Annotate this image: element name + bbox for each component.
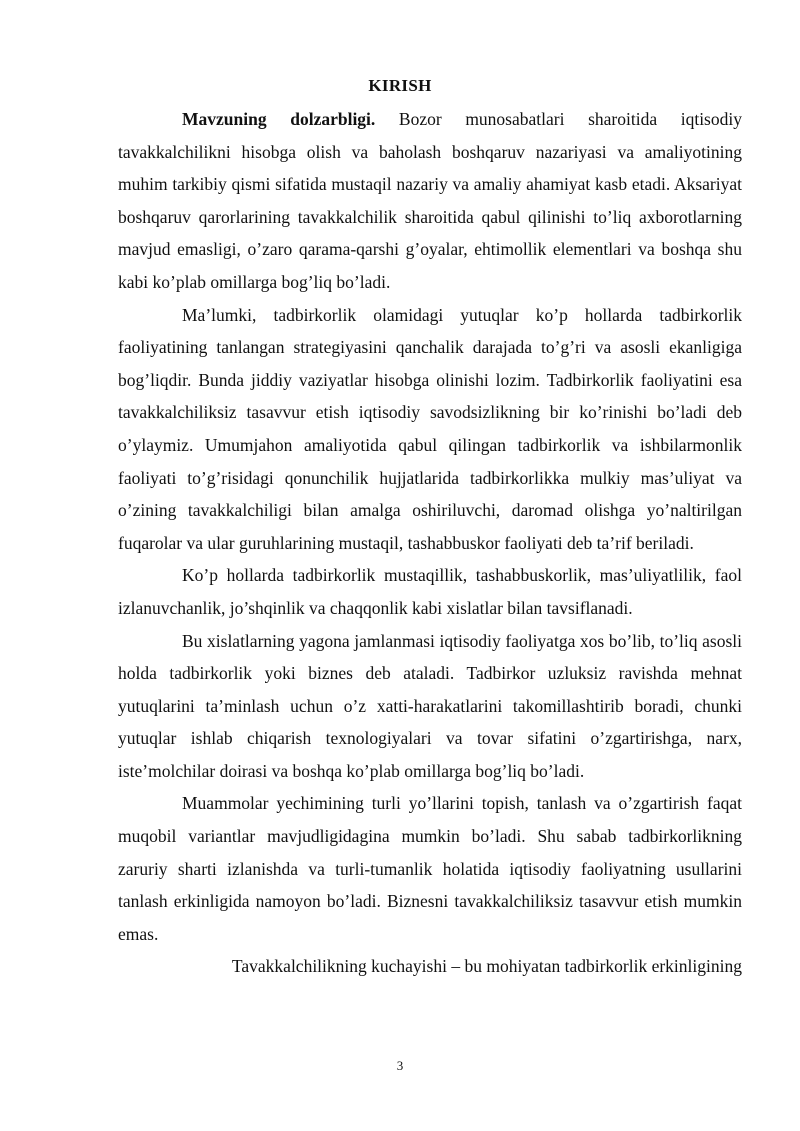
paragraph-3: Ko’p hollarda tadbirkorlik mustaqillik, tashabbuskorlik, mas’uliyatlilik, faol izlanuvchanlik, jo’shqinlik va chaqqonlik kabi xislatlar bilan tavsiflanadi. <box>118 565 742 618</box>
paragraph-text: Bozor munosabatlari sharoitida iqtisodiy tavakkalchilikni hisobga olish va baholash boshqaruv nazariyasi va amaliyotining muhim tarkibiy qismi sifatida mustaqil nazariy va amaliy ahamiyat kasb etadi. Aksariyat boshqaruv qarorlarining tavakkalchilik sharoitida qabul qilinishi to’liq axborotlarning mavjud emasligi, o’zaro qarama-qarshi g’oyalar, ehtimollik elementlari va boshqa shu kabi ko’plab omillarga bog’liq bo’ladi. <box>118 109 742 292</box>
page-title: KIRISH <box>368 76 432 95</box>
paragraph-4: Bu xislatlarning yagona jamlanmasi iqtisodiy faoliyatga xos bo’lib, to’liq asosli holda tadbirkorlik yoki biznes deb ataladi. Tadbirkor uzluksiz ravishda mehnat yutuqlarini ta’minlash uchun o’z xatti-harakatlarini takomillashtirib boradi, chunki yutuqlar ishlab chiqarish texnologiyalari va tovar sifatini o’zgartirishga, narx, iste’molchilar doirasi va boshqa ko’plab omillarga bog’liq bo’ladi. <box>118 630 742 781</box>
paragraph-5: Muammolar yechimining turli yo’llarini topish, tanlash va o’zgartirish faqat muqobil variantlar mavjudligidagina mumkin bo’ladi. Shu sabab tadbirkorlikning zaruriy sharti izlanishda va turli-tumanlik holatida iqtisodiy faoliyatning usullarini tanlash erkinligida namoyon bo’ladi. Biznesni tavakkalchiliksiz tasavvur etish mumkin emas. <box>118 793 742 944</box>
paragraph-lead: Mavzuning dolzarbligi. <box>182 109 376 129</box>
paragraph-6: Tavakkalchilikning kuchayishi – bu mohiyatan tadbirkorlik erkinligining <box>231 956 742 977</box>
document-body <box>118 103 742 983</box>
paragraph-2: Ma’lumki, tadbirkorlik olamidagi yutuqlar ko’p hollarda tadbirkorlik faoliyatining tanlangan strategiyasini qanchalik darajada to’g’ri va asosli ekanligiga bog’liqdir. Bunda jiddiy vaziyatlar hisobga olinishi lozim. Tadbirkorlik faoliyatini esa tavakkalchiliksiz tasavvur etish iqtisodiy savodsizlikning bir ko’rinishi bo’ladi deb o’ylaymiz. Umumjahon amaliyotida qabul qilingan tadbirkorlik va ishbilarmonlik faoliyati to’g’risidagi qonunchilik hujjatlarida tadbirkorlikka mulkiy mas’uliyat va o’zining tavakkalchiligi bilan amalga oshiriluvchi, daromad olishga yo’naltirilgan fuqarolar va ular guruhlarining mustaqil, tashabbuskor faoliyati deb ta’rif beriladi. <box>118 304 742 553</box>
paragraph-1 <box>118 103 742 299</box>
page-number: 3 <box>396 1058 404 1073</box>
